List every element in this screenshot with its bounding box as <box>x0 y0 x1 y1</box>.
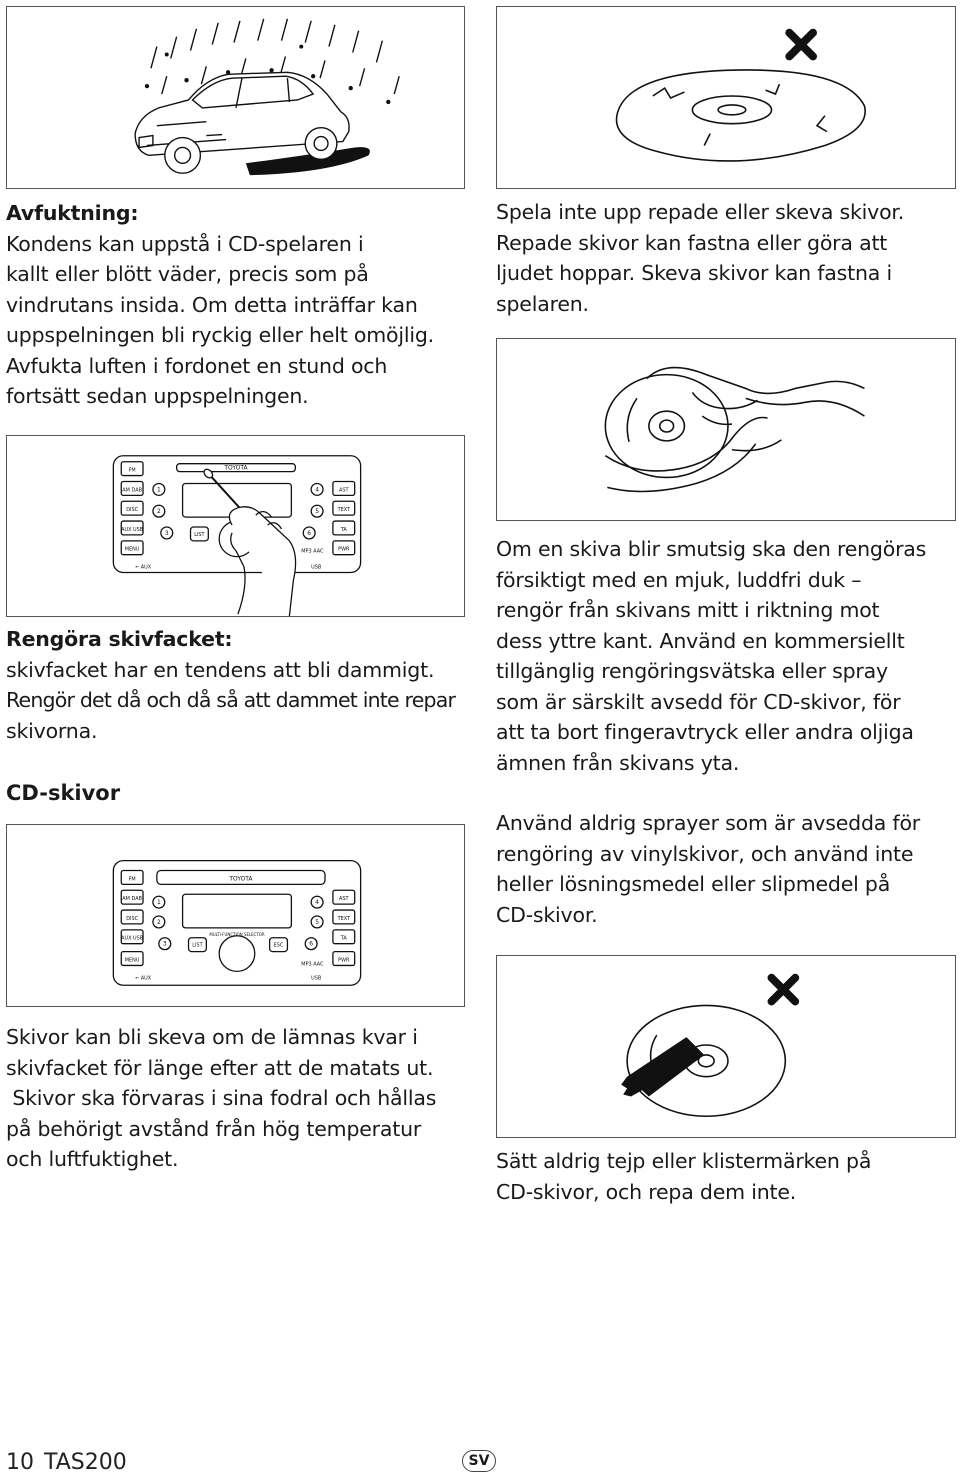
preset-3: 3 <box>164 529 169 537</box>
car-rain-illustration <box>6 6 465 189</box>
clean-slot-heading: Rengöra skivfacket: <box>6 627 233 651</box>
preset-4: 4 <box>315 486 319 494</box>
car-rain-drawing <box>7 7 464 188</box>
radio-button-pwr: PWR <box>338 546 350 553</box>
dehumidify-line: Kondens kan uppstå i CD-spelaren i <box>6 231 364 256</box>
preset-5: 5 <box>315 508 319 516</box>
radio-aux-label: ← AUX <box>135 564 152 571</box>
warp-line: på behörigt avstånd från hög temperatur <box>6 1116 422 1141</box>
dehumidify-line: vindrutans insida. Om detta inträffar kan <box>6 292 418 317</box>
radio-brand-label: TOYOTA <box>224 464 248 472</box>
radio-button-disc: DISC <box>126 507 139 514</box>
clean-disc-line: Om en skiva blir smutsig ska den rengöras <box>496 537 927 561</box>
radio-unit <box>7 825 464 1006</box>
radio-mp3-label: MP3 AAC <box>301 548 324 555</box>
taped-disc-illustration <box>496 955 956 1138</box>
radio-illustration <box>6 824 465 1007</box>
preset-6: 6 <box>307 529 312 537</box>
damaged-line: Repade skivor kan fastna eller göra att <box>496 230 888 255</box>
disc-icon <box>605 375 728 478</box>
radio-aux-label: ← AUX <box>135 975 152 982</box>
radio-button-disc: DISC <box>126 915 139 922</box>
warp-line: Skivor kan bli skeva om de lämnas kvar i <box>6 1025 418 1049</box>
language-badge: SV <box>462 1450 496 1472</box>
page-number: 10 <box>6 1450 34 1475</box>
radio-button-fm: FM <box>128 467 136 474</box>
damaged-disc-illustration <box>496 6 956 189</box>
clean-disc-line: att ta bort fingeravtryck eller andra oljiga <box>496 720 914 744</box>
clean-slot-line: skivfacket har en tendens att bli dammigt. <box>6 657 435 682</box>
no-tape-line: CD-skivor, och repa dem inte. <box>496 1179 797 1204</box>
radio-button-ast: AST <box>339 896 349 903</box>
radio-button-auxusb: AUX USB <box>121 935 144 942</box>
radio-button-ta: TA <box>340 526 347 533</box>
preset-2: 2 <box>156 508 161 516</box>
clean-disc-line: dess yttre kant. Använd en kommersiellt <box>496 628 905 653</box>
clean-disc-section <box>496 534 956 778</box>
radio-button-ta: TA <box>340 935 347 942</box>
clean-disc-line: försiktigt med en mjuk, luddfri duk – <box>496 567 862 592</box>
no-tape-line: Sätt aldrig tejp eller klistermärken på <box>496 1149 872 1173</box>
no-vinyl-spray-section <box>496 808 956 930</box>
no-vinyl-line: CD-skivor. <box>496 902 598 927</box>
preset-2: 2 <box>156 918 161 926</box>
dehumidify-line: Avfukta luften i fordonet en stund och <box>6 353 388 378</box>
preset-5: 5 <box>315 918 319 926</box>
radio-button-ast: AST <box>339 487 349 494</box>
dehumidify-section <box>6 198 466 412</box>
no-vinyl-line: rengöring av vinylskivor, och använd inte <box>496 841 914 866</box>
warp-line: Skivor ska förvaras i sina fodral och hållas <box>6 1086 437 1110</box>
dehumidify-line: kallt eller blött väder, precis som på <box>6 262 369 286</box>
radio-button-amdab: AM DAB <box>122 487 142 494</box>
clean-slot-line: Rengör det då och då så att dammet inte repar <box>6 688 456 712</box>
damaged-disc-section <box>496 197 956 319</box>
no-vinyl-line: heller lösningsmedel eller slipmedel på <box>496 872 891 896</box>
radio-button-text: TEXT <box>337 507 351 514</box>
radio-button-menu: MENU <box>124 546 140 553</box>
page-footer <box>6 1449 127 1477</box>
cd-section-title: CD-skivor <box>6 781 121 805</box>
no-vinyl-line: Använd aldrig sprayer som är avsedda för <box>496 811 921 835</box>
damaged-line: ljudet hoppar. Skeva skivor kan fastna i <box>496 261 892 285</box>
no-tape-section <box>496 1146 956 1207</box>
radio-button-text: TEXT <box>337 915 351 922</box>
model-name: TAS200 <box>44 1450 127 1475</box>
radio-list-label: LIST <box>192 942 203 949</box>
warp-storage-section <box>6 1022 476 1175</box>
preset-4: 4 <box>315 899 319 907</box>
damaged-line: spelaren. <box>496 291 589 316</box>
clean-disc-line: rengör från skivans mitt i riktning mot <box>496 598 880 622</box>
radio-button-auxusb: AUX USB <box>121 526 144 533</box>
clean-disc-line: ämnen från skivans yta. <box>496 750 740 775</box>
radio-brand-label: TOYOTA <box>229 875 253 883</box>
radio-button-amdab: AM DAB <box>122 896 142 903</box>
preset-1: 1 <box>156 486 161 494</box>
radio-usb-label: USB <box>311 564 322 571</box>
damaged-line: Spela inte upp repade eller skeva skivor. <box>496 200 905 224</box>
radio-button-pwr: PWR <box>338 957 350 964</box>
preset-1: 1 <box>156 899 161 907</box>
dehumidify-line: uppspelningen bli ryckig eller helt omöjlig. <box>6 323 434 347</box>
preset-6: 6 <box>309 940 314 948</box>
warp-line: skivfacket för länge efter att de matats ut. <box>6 1055 434 1080</box>
radio-esc-label: ESC <box>273 942 284 949</box>
clean-disc-illustration <box>496 338 956 521</box>
radio-button-fm: FM <box>128 876 136 883</box>
preset-3: 3 <box>162 940 167 948</box>
radio-selector-label: MULTI-FUNCTION SELECTOR <box>209 931 265 937</box>
radio-mp3-label: MP3 AAC <box>301 961 324 968</box>
radio-list-label: LIST <box>194 531 205 538</box>
clean-disc-line: tillgänglig rengöringsvätska eller spray <box>496 659 888 683</box>
radio-button-menu: MENU <box>124 957 140 964</box>
dehumidify-heading: Avfuktning: <box>6 201 139 225</box>
warp-line: och luftfuktighet. <box>6 1147 179 1171</box>
radio-usb-label: USB <box>311 975 322 982</box>
radio-unit-swab <box>7 436 464 616</box>
car-body <box>135 72 349 173</box>
no-x-icon <box>789 33 813 57</box>
clean-disc-line: som är särskilt avsedd för CD-skivor, för <box>496 689 901 714</box>
dehumidify-line: fortsätt sedan uppspelningen. <box>6 384 309 408</box>
warped-disc-icon <box>617 70 866 161</box>
radio-swab-illustration <box>6 435 465 617</box>
clean-slot-line: skivorna. <box>6 718 98 743</box>
no-x-icon <box>771 978 795 1002</box>
clean-slot-section <box>6 624 476 746</box>
